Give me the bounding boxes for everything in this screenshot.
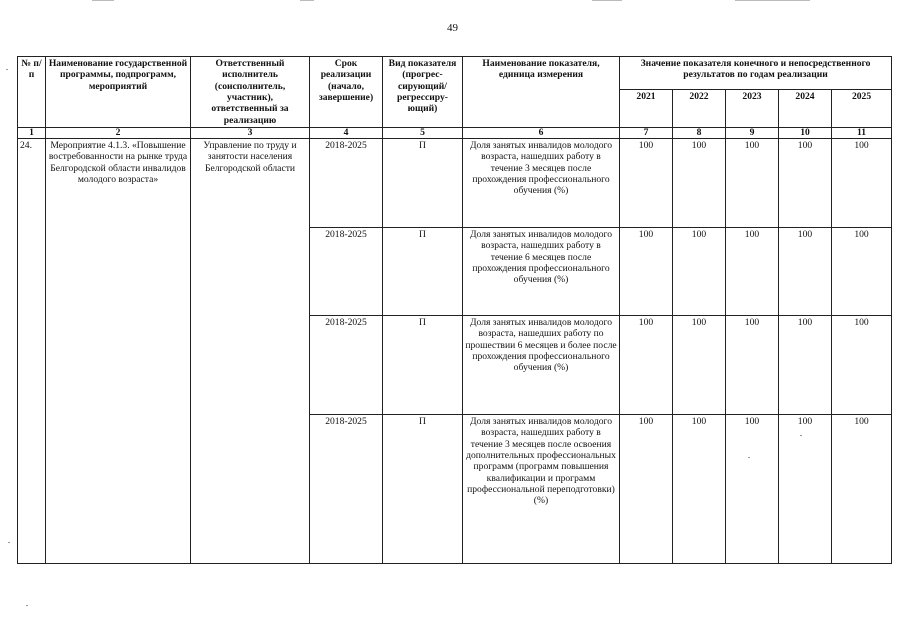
header-year: 2021: [620, 90, 673, 128]
header-year: 2022: [673, 90, 726, 128]
value-cell: 100: [726, 414, 779, 563]
column-number-row: [18, 127, 892, 138]
header-year: 2023: [726, 90, 779, 128]
page-number: 49: [447, 22, 458, 34]
indicator-name-cell: Доля занятых инвалидов молодого возраста, нашедших работу в течение 3 месяцев после освоения дополнительных профессиональных программ (программ повышения квалификации и программ профессиональной переподготовки) (%): [463, 414, 620, 563]
value-cell: 100: [673, 315, 726, 414]
header-executor: Ответственный исполнитель (соисполнитель, участник), ответственный за реализацию: [191, 57, 310, 128]
scan-speck: [800, 435, 802, 436]
column-number: 3: [191, 127, 310, 138]
column-number: 4: [310, 127, 383, 138]
header-year: 2024: [779, 90, 832, 128]
indicators-table: [17, 56, 892, 564]
indicator-type-cell: П: [383, 227, 463, 315]
value-cell: 100: [620, 138, 673, 227]
scan-artifact-line: [92, 0, 114, 1]
value-cell: 100: [779, 227, 832, 315]
header-type: Вид показателя (прогрес-сирующий/ регрессиру-ющий): [383, 57, 463, 128]
value-cell: 100: [832, 315, 892, 414]
row-number: 24.: [18, 138, 46, 563]
scan-speck: [26, 605, 28, 606]
indicator-type-cell: П: [383, 315, 463, 414]
activity-name: Мероприятие 4.1.3. «Повышение востребованности на рынке труда Белгородской области инвалидов молодого возраста»: [46, 138, 191, 563]
responsible-executor: Управление по труду и занятости населения Белгородской области: [191, 138, 310, 563]
indicator-name-cell: Доля занятых инвалидов молодого возраста, нашедших работу в течение 3 месяцев после прохождения профессионального обучения (%): [463, 138, 620, 227]
indicator-type-cell: П: [383, 138, 463, 227]
column-number: 8: [673, 127, 726, 138]
column-number: 10: [779, 127, 832, 138]
value-cell: 100: [779, 414, 832, 563]
period-cell: 2018-2025: [310, 414, 383, 563]
indicator-name-cell: Доля занятых инвалидов молодого возраста, нашедших работу в течение 6 месяцев после прохождения профессионального обучения (%): [463, 227, 620, 315]
value-cell: 100: [726, 315, 779, 414]
value-cell: 100: [673, 227, 726, 315]
value-cell: 100: [779, 315, 832, 414]
scan-artifact-line: [300, 0, 314, 1]
scan-speck: [8, 542, 10, 543]
value-cell: 100: [673, 414, 726, 563]
value-cell: 100: [620, 227, 673, 315]
period-cell: 2018-2025: [310, 138, 383, 227]
value-cell: 100: [673, 138, 726, 227]
value-cell: 100: [726, 227, 779, 315]
column-number: 1: [18, 127, 46, 138]
header-name: Наименование государственной программы, подпрограмм, мероприятий: [46, 57, 191, 128]
value-cell: 100: [832, 414, 892, 563]
column-number: 9: [726, 127, 779, 138]
column-number: 5: [383, 127, 463, 138]
value-cell: 100: [620, 414, 673, 563]
header-values-group: Значение показателя конечного и непосредственного результатов по годам реализации: [620, 57, 892, 90]
table-row: [18, 138, 892, 227]
column-number: 6: [463, 127, 620, 138]
scan-artifact-line: [735, 0, 810, 1]
column-number: 7: [620, 127, 673, 138]
period-cell: 2018-2025: [310, 227, 383, 315]
value-cell: 100: [779, 138, 832, 227]
value-cell: 100: [832, 138, 892, 227]
column-number: 2: [46, 127, 191, 138]
indicator-type-cell: П: [383, 414, 463, 563]
header-indicator: Наименование показателя, единица измерения: [463, 57, 620, 128]
header-row: [18, 57, 892, 90]
scan-speck: [6, 69, 8, 70]
period-cell: 2018-2025: [310, 315, 383, 414]
value-cell: 100: [726, 138, 779, 227]
header-period: Срок реализации (начало, завершение): [310, 57, 383, 128]
header-num: № п/п: [18, 57, 46, 128]
value-cell: 100: [832, 227, 892, 315]
indicator-name-cell: Доля занятых инвалидов молодого возраста, нашедших работу по прошествии 6 месяцев и более после прохождения профессионального обучения (%): [463, 315, 620, 414]
value-cell: 100: [620, 315, 673, 414]
scan-speck: [748, 457, 750, 458]
column-number: 11: [832, 127, 892, 138]
scan-artifact-line: [592, 0, 622, 1]
header-year: 2025: [832, 90, 892, 128]
